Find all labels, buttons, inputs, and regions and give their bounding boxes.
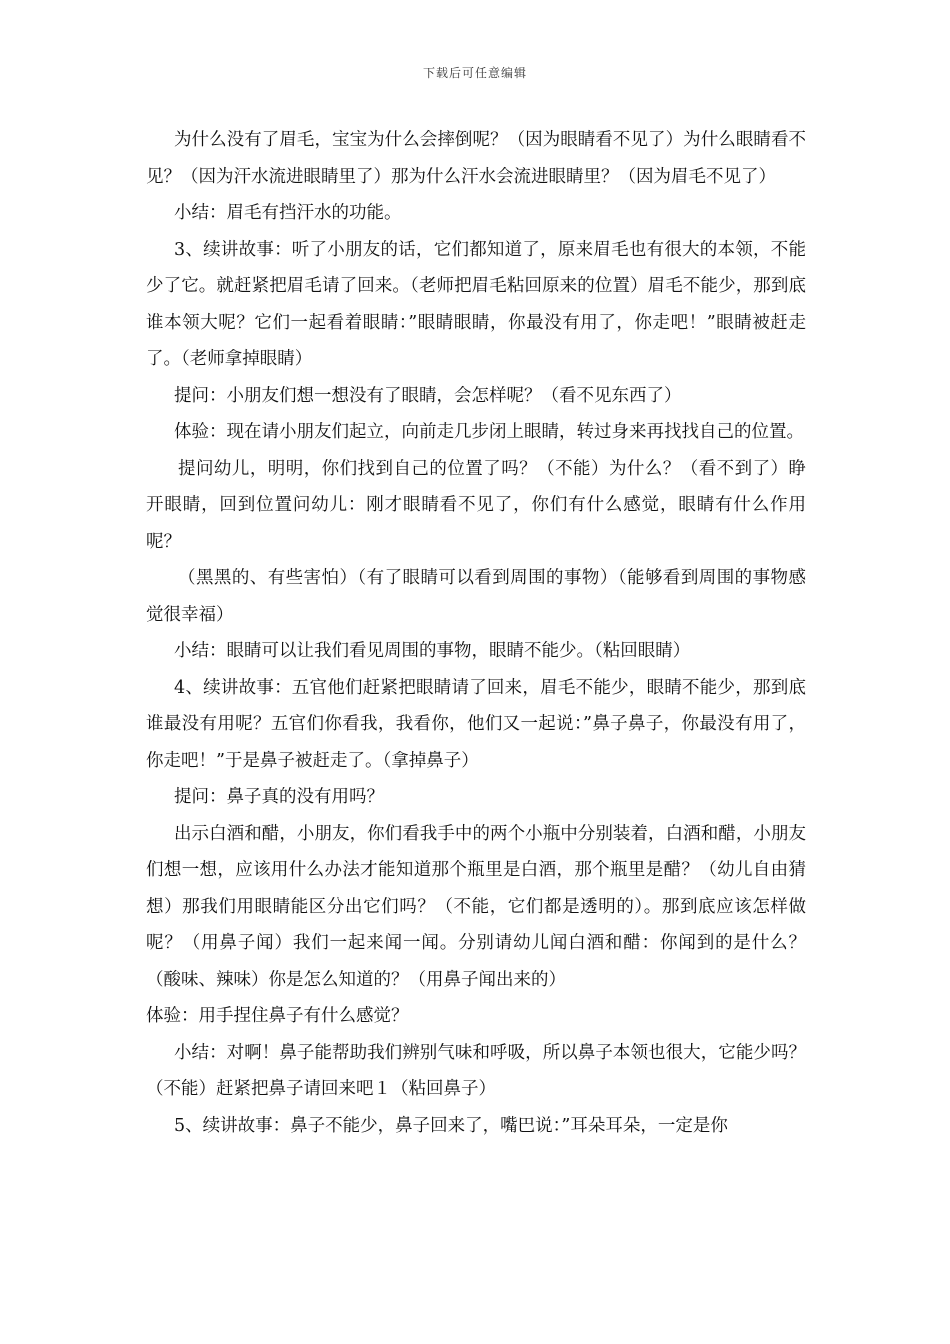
paragraph-10: 提问：鼻子真的没有用吗？ — [174, 787, 384, 807]
page-header: 下载后可任意编辑 — [422, 66, 527, 80]
paragraph-2: 小结：眉毛有挡汗水的功能。 — [174, 203, 402, 223]
paragraph-1: 为什么没有了眉毛，宝宝为什么会摔倒呢？（因为眼睛看不见了）为什么眼睛看不见？（因为汗水流进眼睛里了）那为什么汗水会流进眼睛里？（因为眉毛不见了） — [146, 130, 806, 187]
paragraph-8: 小结：眼睛可以让我们看见周围的事物，眼睛不能少。（粘回眼睛） — [174, 641, 691, 661]
paragraph-7: （黑黑的、有些害怕）（有了眼睛可以看到周围的事物）（能够看到周围的事物感觉很幸福） — [146, 568, 806, 625]
paragraph-6: 提问幼儿，明明，你们找到自己的位置了吗？（不能）为什么？（看不到了）睁开眼睛，回到位置问幼儿：刚才眼睛看不见了，你们有什么感觉，眼睛有什么作用呢？ — [146, 458, 806, 552]
paragraph-14: 5、续讲故事：鼻子不能少，鼻子回来了，嘴巴说：”耳朵耳朵，一定是你 — [174, 1115, 728, 1136]
paragraph-3: 3、续讲故事：听了小朋友的话，它们都知道了，原来眉毛也有很大的本领，不能少了它。就赶紧把眉毛请了回来。（老师把眉毛粘回原来的位置）眉毛不能少，那到底谁本领大呢？它们一起看着眼睛：”眼睛眼睛，你最没有用了，你走吧！”眼睛被赶走了。（老师拿掉眼睛） — [146, 239, 806, 369]
paragraph-11: 出示白酒和醋，小朋友，你们看我手中的两个小瓶中分别装着，白酒和醋，小朋友们想一想，应该用什么办法才能知道那个瓶里是白酒，那个瓶里是醋？（幼儿自由猜想）那我们用眼睛能区分出它们吗？（不能，它们都是透明的）。那到底应该怎样做呢？（用鼻子闻）我们一起来闻一闻。分别请幼儿闻白酒和醋：你闻到的是什么？（酸味、辣味）你是怎么知道的？（用鼻子闻出来的） — [146, 823, 806, 990]
paragraph-13: 小结：对啊！鼻子能帮助我们辨别气味和呼吸，所以鼻子本领也很大，它能少吗？（不能）赶紧把鼻子请回来吧１（粘回鼻子） — [146, 1042, 806, 1099]
paragraph-12: 体验：用手捏住鼻子有什么感觉？ — [146, 1006, 409, 1026]
paragraph-5: 体验：现在请小朋友们起立，向前走几步闭上眼睛，转过身来再找找自己的位置。 — [174, 422, 804, 442]
paragraph-9: 4、续讲故事：五官他们赶紧把眼睛请了回来，眉毛不能少，眼睛不能少，那到底谁最没有用呢？五官们你看我，我看你，他们又一起说：”鼻子鼻子，你最没有用了，你走吧！”于是鼻子被赶走了。（拿掉鼻子） — [146, 677, 806, 771]
document-body — [146, 122, 806, 1144]
paragraph-4: 提问：小朋友们想一想没有了眼睛，会怎样呢？（看不见东西了） — [174, 385, 682, 406]
